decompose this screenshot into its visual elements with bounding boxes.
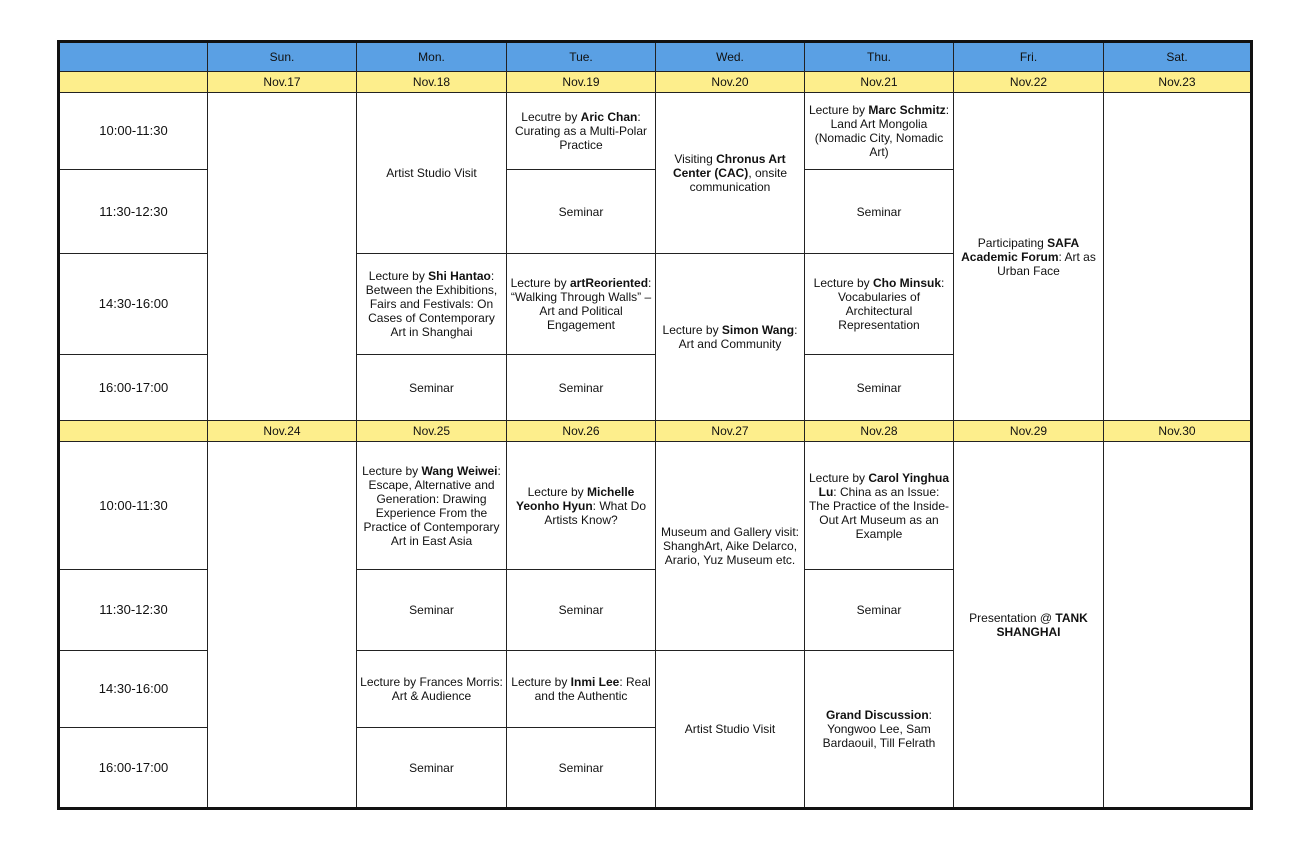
event-text: , onsite communication: [689, 166, 788, 194]
venue-name: TANK SHANGHAI: [996, 610, 1088, 639]
event-text: Lecture by: [808, 470, 869, 485]
date-cell: Nov.19: [507, 72, 656, 93]
empty-cell-sat: [1104, 442, 1252, 809]
time-label: 10:00-11:30: [59, 93, 208, 170]
event-cell: [507, 254, 656, 355]
event-cell: [805, 170, 954, 254]
event-text: : “Walking Through Walls” – Art and Political Engagement: [510, 276, 652, 332]
date-row-week1: [59, 72, 1252, 93]
date-cell: Nov.17: [208, 72, 357, 93]
day-header: Sun.: [208, 42, 357, 72]
event-text: Lecture by: [813, 276, 874, 290]
event-text: Seminar: [409, 603, 454, 617]
event-cell: [954, 93, 1104, 421]
date-cell: Nov.27: [656, 421, 805, 442]
event-text: Artist Studio Visit: [684, 722, 776, 736]
event-cell: [805, 442, 954, 570]
event-text: : Art as Urban Face: [997, 249, 1096, 278]
time-label: 10:00-11:30: [59, 442, 208, 570]
time-label: 11:30-12:30: [59, 570, 208, 651]
event-name: Grand Discussion: [825, 708, 929, 722]
time-row: [59, 93, 1252, 170]
event-cell: [507, 570, 656, 651]
event-cell: [357, 442, 507, 570]
speaker-name: Carol Yinghua Lu: [818, 470, 950, 499]
date-row-week2: [59, 421, 1252, 442]
date-cell: Nov.20: [656, 72, 805, 93]
date-cell: Nov.29: [954, 421, 1104, 442]
speaker-name: Inmi Lee: [570, 675, 620, 689]
event-text: Participating: [977, 235, 1048, 250]
event-text: : What Do Artists Know?: [544, 498, 647, 527]
time-label: 14:30-16:00: [59, 254, 208, 355]
time-label: 16:00-17:00: [59, 728, 208, 809]
event-text: : Real and the Authentic: [534, 675, 651, 703]
speaker-name: Michelle Yeonho Hyun: [515, 484, 635, 513]
event-cell: [656, 93, 805, 254]
venue-name: Chronus Art Center (CAC): [672, 152, 786, 180]
day-header: Mon.: [357, 42, 507, 72]
date-cell: Nov.23: [1104, 72, 1252, 93]
event-cell: [805, 254, 954, 355]
event-cell: [507, 728, 656, 809]
event-text: Seminar: [558, 603, 604, 617]
date-corner: [59, 421, 208, 442]
event-text: : Vocabularies of Architectural Representation: [837, 276, 945, 332]
event-text: Visiting: [674, 152, 717, 166]
event-text: Seminar: [856, 380, 902, 395]
event-cell: [656, 442, 805, 651]
speaker-name: artReoriented: [570, 276, 649, 290]
day-header: Thu.: [805, 42, 954, 72]
speaker-name: Aric Chan: [580, 110, 638, 124]
event-text: : Curating as a Multi-Polar Practice: [514, 110, 648, 152]
event-text: : Escape, Alternative and Generation: Drawing Experience From the Practice of Contemporary Art in East Asia: [363, 463, 501, 548]
event-text: Seminar: [409, 760, 454, 775]
event-cell: [507, 442, 656, 570]
event-cell: [805, 651, 954, 809]
event-text: Museum and Gallery visit: ShanghArt, Aike Delarco, Arario, Yuz Museum etc.: [660, 525, 800, 567]
event-text: Lecture by Frances Morris: Art & Audience: [360, 675, 503, 703]
event-cell: [805, 570, 954, 651]
empty-cell-sun: [208, 93, 357, 421]
event-text: Seminar: [558, 204, 604, 219]
event-cell: [656, 254, 805, 421]
date-cell: Nov.25: [357, 421, 507, 442]
event-text: : China as an Issue: The Practice of the Inside-Out Art Museum as an Example: [808, 484, 950, 541]
date-cell: Nov.28: [805, 421, 954, 442]
event-cell: [507, 93, 656, 170]
speaker-name: Wang Weiwei: [421, 463, 498, 478]
event-cell: [954, 442, 1104, 809]
speaker-name: Marc Schmitz: [868, 103, 946, 117]
speaker-name: Shi Hantao: [428, 269, 491, 283]
event-text: Seminar: [856, 204, 902, 219]
event-text: : Between the Exhibitions, Fairs and Festivals: On Cases of Contemporary Art in Shanghai: [365, 269, 498, 339]
event-cell: [507, 355, 656, 421]
event-cell: [507, 170, 656, 254]
event-text: Lecture by: [362, 463, 422, 478]
event-text: Lecutre by: [521, 110, 581, 124]
event-text: Lecture by: [527, 484, 587, 499]
time-label: 14:30-16:00: [59, 651, 208, 728]
event-cell: [357, 651, 507, 728]
event-text: Lecture by: [662, 323, 722, 337]
speaker-name: Simon Wang: [721, 323, 795, 337]
empty-cell-sun: [208, 442, 357, 809]
event-cell: [357, 93, 507, 254]
event-text: Lecture by: [511, 675, 571, 689]
event-text: Artist Studio Visit: [386, 166, 477, 180]
event-cell: [805, 355, 954, 421]
event-cell: [357, 728, 507, 809]
event-text: Seminar: [409, 380, 454, 395]
event-text: Seminar: [558, 760, 604, 775]
day-header-row: [59, 42, 1252, 72]
date-cell: Nov.24: [208, 421, 357, 442]
event-cell: [805, 93, 954, 170]
event-text: Seminar: [558, 380, 604, 395]
date-cell: Nov.26: [507, 421, 656, 442]
date-cell: Nov.30: [1104, 421, 1252, 442]
event-text: : Yongwoo Lee, Sam Bardaouil, Till Felrath: [822, 708, 936, 750]
day-header: Fri.: [954, 42, 1104, 72]
event-name: SAFA Academic Forum: [961, 235, 1080, 264]
date-cell: Nov.18: [357, 72, 507, 93]
schedule-table: [57, 40, 1253, 810]
event-text: Lecture by: [368, 269, 429, 283]
day-header: Tue.: [507, 42, 656, 72]
date-corner: [59, 72, 208, 93]
event-cell: [656, 651, 805, 809]
time-row: [59, 442, 1252, 570]
event-text: Lecture by: [510, 276, 570, 290]
event-text: : Land Art Mongolia (Nomadic City, Nomadic Art): [814, 103, 950, 159]
event-text: Lecture by: [808, 103, 869, 117]
day-header: Wed.: [656, 42, 805, 72]
event-text: Presentation @: [969, 610, 1056, 625]
time-label: 11:30-12:30: [59, 170, 208, 254]
corner-cell: [59, 42, 208, 72]
date-cell: Nov.21: [805, 72, 954, 93]
date-cell: Nov.22: [954, 72, 1104, 93]
event-cell: [357, 570, 507, 651]
event-cell: [357, 254, 507, 355]
event-text: Seminar: [856, 603, 902, 617]
event-cell: [357, 355, 507, 421]
empty-cell-sat: [1104, 93, 1252, 421]
event-text: : Art and Community: [678, 323, 798, 351]
speaker-name: Cho Minsuk: [873, 276, 942, 290]
day-header: Sat.: [1104, 42, 1252, 72]
event-cell: [507, 651, 656, 728]
time-label: 16:00-17:00: [59, 355, 208, 421]
